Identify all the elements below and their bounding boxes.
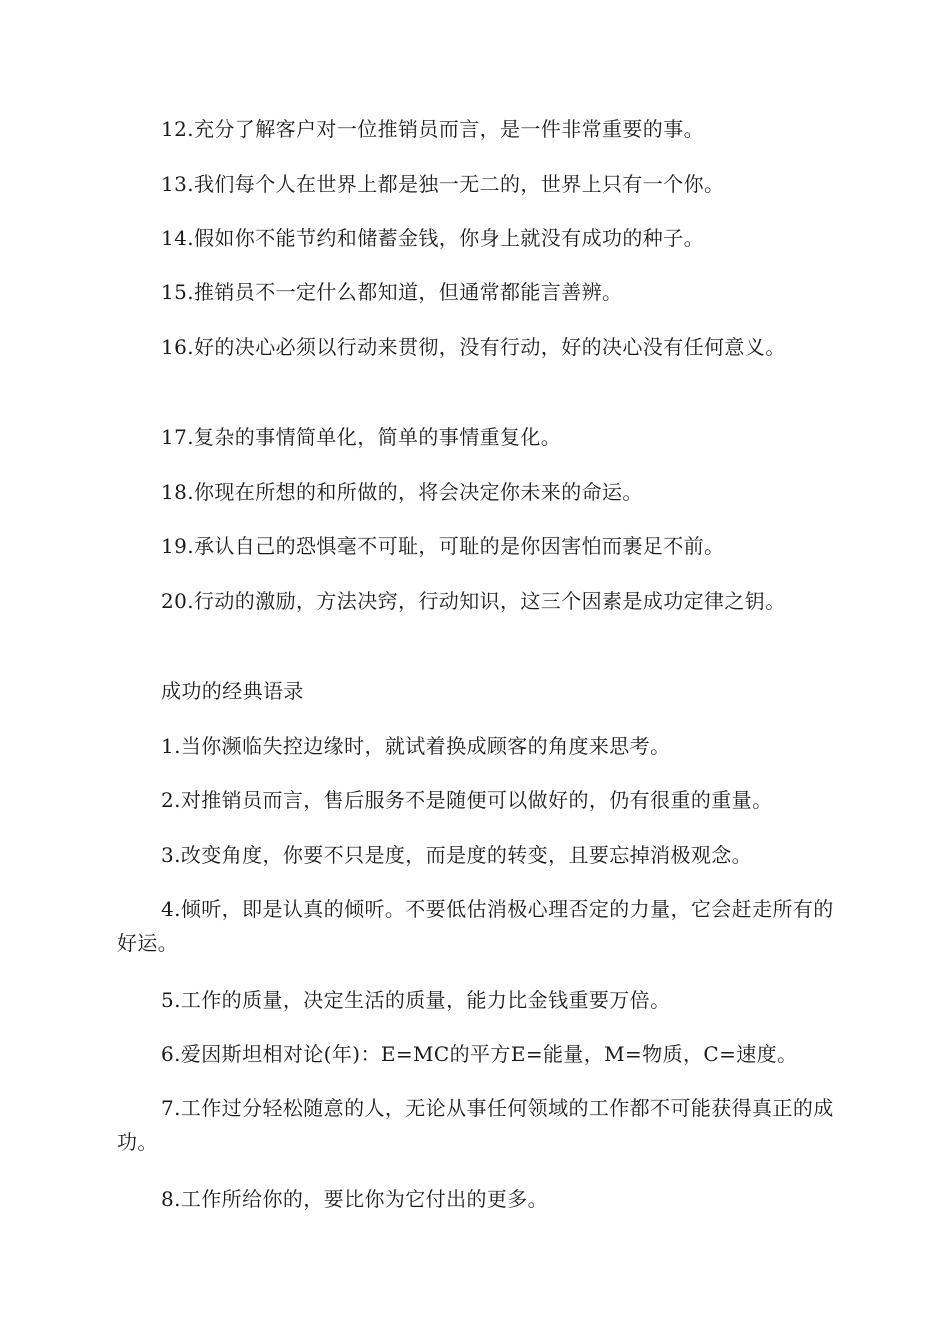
paragraph-item-18: 18.你现在所想的和所做的，将会决定你未来的命运。 xyxy=(161,480,643,504)
paragraph-item-16: 16.好的决心必须以行动来贯彻，没有行动，好的决心没有任何意义。 xyxy=(161,335,786,359)
paragraph-item-19: 19.承认自己的恐惧毫不可耻，可耻的是你因害怕而裹足不前。 xyxy=(161,534,725,558)
quote-item-2: 2.对推销员而言，售后服务不是随便可以做好的，仍有很重的重量。 xyxy=(161,788,773,812)
quote-item-8: 8.工作所给你的，要比你为它付出的更多。 xyxy=(161,1187,549,1211)
quote-item-1: 1.当你濒临失控边缘时，就试着换成顾客的角度来思考。 xyxy=(161,734,671,758)
quote-item-4: 4.倾听，即是认真的倾听。不要低估消极心理否定的力量，它会赶走所有的好运。 xyxy=(117,897,834,955)
section-heading: 成功的经典语录 xyxy=(161,679,304,703)
paragraph-item-15: 15.推销员不一定什么都知道，但通常都能言善辨。 xyxy=(161,280,623,304)
paragraph-item-13: 13.我们每个人在世界上都是独一无二的，世界上只有一个你。 xyxy=(161,172,725,196)
paragraph-item-14: 14.假如你不能节约和储蓄金钱，你身上就没有成功的种子。 xyxy=(161,226,705,250)
quote-item-6: 6.爱因斯坦相对论(年)：E=MC的平方E=能量，M=物质，C=速度。 xyxy=(161,1042,798,1066)
quote-item-5: 5.工作的质量，决定生活的质量，能力比金钱重要万倍。 xyxy=(161,988,671,1012)
quote-item-7: 7.工作过分轻松随意的人，无论从事任何领域的工作都不可能获得真正的成功。 xyxy=(117,1096,834,1154)
paragraph-item-20: 20.行动的激励，方法决窍，行动知识，这三个因素是成功定律之钥。 xyxy=(161,589,786,613)
quote-item-3: 3.改变角度，你要不只是度，而是度的转变，且要忘掉消极观念。 xyxy=(161,843,753,867)
paragraph-item-12: 12.充分了解客户对一位推销员而言，是一件非常重要的事。 xyxy=(161,117,705,141)
paragraph-item-17: 17.复杂的事情简单化，简单的事情重复化。 xyxy=(161,425,562,449)
